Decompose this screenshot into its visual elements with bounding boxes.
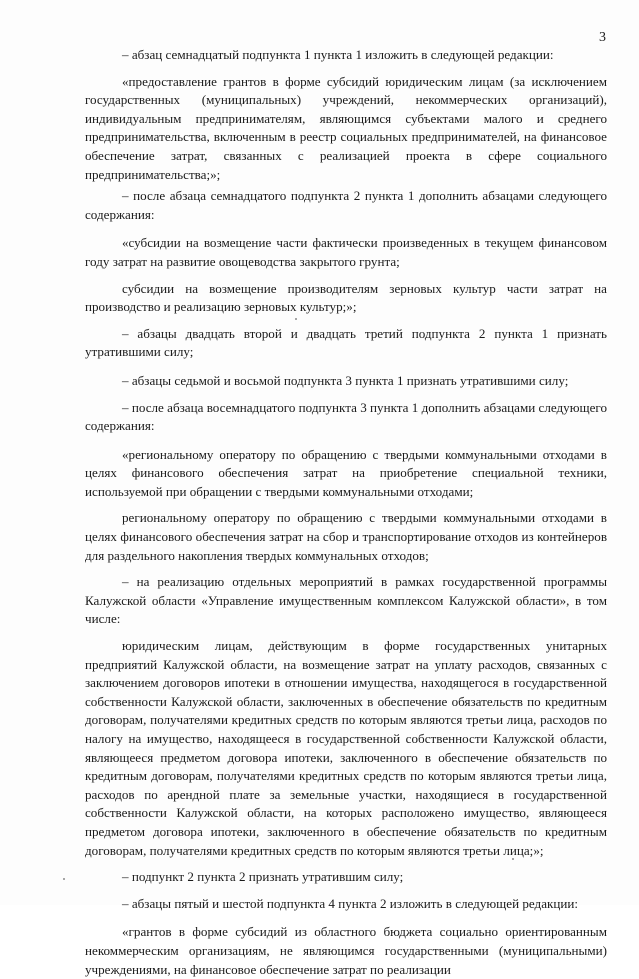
scan-speck [512, 858, 514, 860]
paragraph: юридическим лицам, действующим в форме государственных унитарных предприятий Калужской области, на возмещение затрат на уплату расходов, связанных с заключением договоров ипотеки в отношении имущества, находящегося в государственной собственности Калужской области, заключенных в обеспечение обязательств по кредитным договорам, получателями кредитных средств по которым являются третьи лица, расходов по налогу на имущество, находящееся в государственной собственности Калужской области, являющееся предметом договора ипотеки, заключенного в обеспечение обязательств по кредитным договорам, получателями кредитных средств по которым являются третьи лица, расходов по арендной плате за земельные участки, находящиеся в государственной собственности Калужской области, на которых расположено имущество, являющееся предметом договора ипотеки, заключенного в обеспечение обязательств по кредитным договорам, получателями кредитных средств по которым являются третьи лица;»; [85, 638, 607, 858]
paragraph: «региональному оператору по обращению с твердыми коммунальными отходами в целях финансового обеспечения затрат на приобретение специальной техники, используемой при обращении с твердыми коммунальными отходами; [85, 446, 607, 499]
paragraph: – абзацы пятый и шестой подпункта 4 пункта 2 изложить в следующей редакции: [122, 895, 579, 911]
paragraph: – подпункт 2 пункта 2 признать утратившим силу; [122, 869, 404, 885]
paragraph: – после абзаца восемнадцатого подпункта 3 пункта 1 дополнить абзацами следующего содержания: [85, 399, 607, 434]
paragraph: – на реализацию отдельных мероприятий в рамках государственной программы Калужской области «Управление имущественным комплексом Калужской области», в том числе: [85, 574, 607, 627]
paragraph: «грантов в форме субсидий из областного бюджета социально ориентированным некоммерческим организациям, не являющимся государственными (муниципальными) учреждениями, на финансовое обеспечение затрат по реализации [85, 924, 607, 977]
paragraph: субсидии на возмещение производителям зерновых культур части затрат на производство и реализацию зерновых культур;»; [85, 280, 607, 315]
paragraph: региональному оператору по обращению с твердыми коммунальными отходами в целях финансового обеспечения затрат на сбор и транспортирование отходов из контейнеров для раздельного накопления твердых коммунальных отходов; [85, 510, 607, 563]
paragraph: – абзац семнадцатый подпункта 1 пункта 1 изложить в следующей редакции: [122, 47, 554, 62]
document-body [85, 46, 607, 979]
scan-speck [295, 318, 297, 320]
page-number: 3 [599, 30, 606, 45]
paragraph: «предоставление грантов в форме субсидий юридическим лицам (за исключением государственных (муниципальных) учреждений, некоммерческих организаций), индивидуальным предпринимателям, являющимся субъектами малого и среднего предпринимательства, включенным в реестр социальных предпринимателей, на финансовое обеспечение затрат, связанных с реализацией проекта в сфере социального предпринимательства;»; [85, 73, 607, 182]
paragraph: – абзацы седьмой и восьмой подпункта 3 пункта 1 признать утратившими силу; [122, 372, 569, 388]
paragraph: «субсидии на возмещение части фактически произведенных в текущем финансовом году затрат на развитие овощеводства закрытого грунта; [85, 235, 607, 269]
paragraph: – абзацы двадцать второй и двадцать третий подпункта 2 пункта 1 признать утратившими силу; [85, 325, 607, 360]
scan-speck [63, 878, 65, 880]
paragraph: – после абзаца семнадцатого подпункта 2 пункта 1 дополнить абзацами следующего содержания: [85, 188, 607, 222]
